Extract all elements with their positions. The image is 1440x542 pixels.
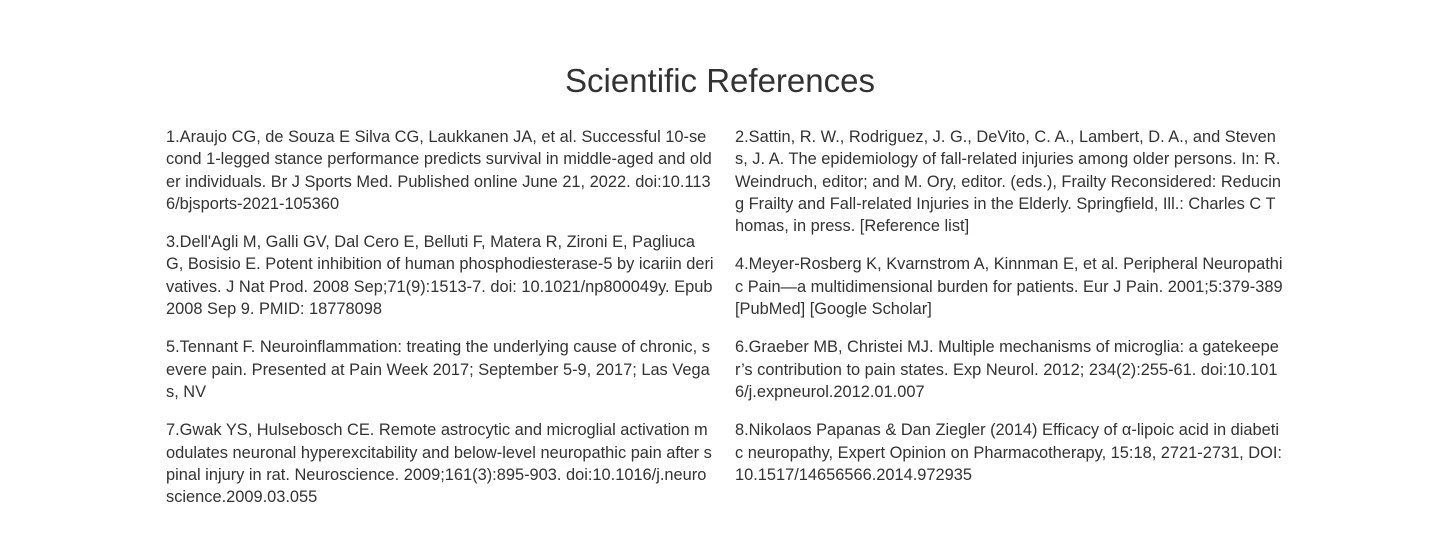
reference-item-2: 2.Sattin, R. W., Rodriguez, J. G., DeVito, C. A., Lambert, D. A., and Stevens, J. A. The epidemiology of fall-related injuries among older persons. In: R. Weindruch, editor; and M. Ory, editor. (eds.), Frailty Reconsidered: Reducing Frailty and Fall-related Injuries in the Elderly. Springfield, Ill.: Charles C Thomas, in press. [Reference list] xyxy=(735,128,1281,236)
reference-item-5: 5.Tennant F. Neuroinflammation: treating the underlying cause of chronic, severe pain. Presented at Pain Week 2017; September 5-9, 2017; Las Vegas, NV xyxy=(166,338,710,401)
references-column-right xyxy=(735,126,1283,502)
reference-item-4: 4.Meyer-Rosberg K, Kvarnstrom A, Kinnman E, et al. Peripheral Neuropathic Pain—a multidimensional burden for patients. Eur J Pain. 2001;5:379-389 [PubMed] [Google Scholar] xyxy=(735,255,1283,319)
references-column-left xyxy=(166,126,714,524)
reference-item-3: 3.Dell'Agli M, Galli GV, Dal Cero E, Belluti F, Matera R, Zironi E, Pagliuca G, Bosisio E. Potent inhibition of human phosphodiesterase-5 by icariin derivatives. J Nat Prod. 2008 Sep;71(9):1513-7. doi: 10.1021/np800049y. Epub 2008 Sep 9. PMID: 18778098 xyxy=(166,233,714,319)
page-title: Scientific References xyxy=(565,62,875,99)
reference-item-6: 6.Graeber MB, Christei MJ. Multiple mechanisms of microglia: a gatekeeper’s contribution to pain states. Exp Neurol. 2012; 234(2):255-61. doi:10.1016/j.expneurol.2012.01.007 xyxy=(735,338,1279,401)
reference-item-1: 1.Araujo CG, de Souza E Silva CG, Laukkanen JA, et al. Successful 10-second 1-legged stance performance predicts survival in middle-aged and older individuals. Br J Sports Med. Published online June 21, 2022. doi:10.1136/bjsports-2021-105360 xyxy=(166,128,712,213)
reference-item-7: 7.Gwak YS, Hulsebosch CE. Remote astrocytic and microglial activation modulates neuronal hyperexcitability and below-level neuropathic pain after spinal injury in rat. Neuroscience. 2009;161(3):895-903. doi:10.1016/j.neuroscience.2009.03.055 xyxy=(166,421,712,507)
reference-item-8: 8.Nikolaos Papanas & Dan Ziegler (2014) Efficacy of α-lipoic acid in diabetic neuropathy, Expert Opinion on Pharmacotherapy, 15:18, 2721-2731, DOI: 10.1517/14656566.2014.972935 xyxy=(735,421,1282,484)
